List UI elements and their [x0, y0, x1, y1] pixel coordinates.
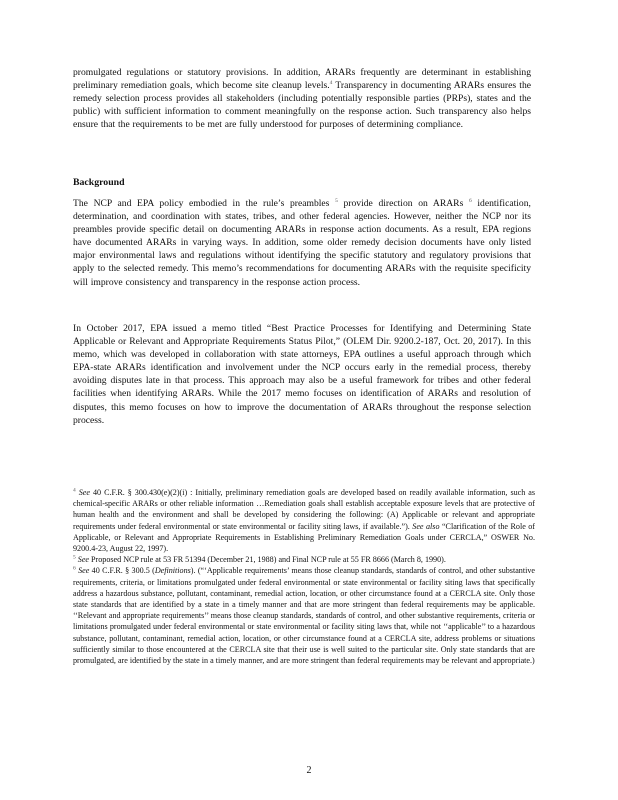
- page-number: 2: [306, 765, 312, 776]
- october-paragraph: In October 2017, EPA issued a memo titled “Best Practice Processes for Identifying and Determining State Applicable or Relevant and Appropriate Requirements Status Pilot,” (OLEM Dir. 9200.2-187, Oct. 20, 2017). In this memo, which was developed in collaboration with state attorneys, EPA outlines a useful approach through which EPA-state ARARs identification and involvement under the NCP occurs early in the remedial process, thereby avoiding disputes late in that process. This approach may also be a useful framework for tribes and other federal facilities when identifying ARARs. While the 2017 memo focuses on identification of ARARs and resolution of disputes, this memo focuses on how to improve the documentation of ARARs throughout the response selection process.: [73, 323, 531, 426]
- footnote-ref-6: 6: [468, 197, 472, 204]
- footnote-citation-2: “Clarification of the Role of Applicable, or Relevant and Appropriate Requirements in Establishing Preliminary Remediation Goals under CERCLA,” OSWER No. 9200.4-23, August 22, 1997).: [73, 521, 535, 554]
- background-text-c: identification, determination, and coordination with states, tribes, and other federal agencies. However, neither the NCP nor its preambles provide specific detail on documenting ARARs in response action documents. As a result, EPA regions have documented ARARs in varying ways. In addition, some older remedy decision documents have only listed major environmental laws and regulations without identifying the specific statutory and regulatory provisions that apply to the selected remedy. This memo’s recommendations for documenting ARARs with the requisite specificity will improve consistency and transparency in the response action process.: [73, 198, 531, 288]
- intro-paragraph: [73, 66, 531, 131]
- footnote-citation-pre: 40 C.F.R. § 300.5 (: [91, 566, 155, 576]
- background-text-a: The NCP and EPA policy embodied in the rule’s preambles: [73, 198, 330, 209]
- footnote-ref-5: 5: [335, 197, 338, 204]
- footnote-signal: See: [78, 488, 90, 497]
- footnote-citation: Proposed NCP rule at 53 FR 51394 (December 21, 1988) and Final NCP rule at 55 FR 8666 (March 8, 1990).: [91, 555, 446, 565]
- footnote-4: [73, 487, 535, 554]
- footnote-number: 6: [73, 565, 76, 572]
- footnote-citation: 40 C.F.R. § 300.430(e)(2)(i) : Initially, preliminary remediation goals are developed based on readily available information, such as chemical-specific ARARs or other reliable information …Remediation goals shall establish acceptable exposure levels that are protective of human health and the environment and shall be developed by considering the following: (A) Applicable or relevant and appropriate requirements under federal environmental or state environmental or facility siting laws, if available.”).: [73, 488, 536, 531]
- intro-continuation: Transparency in documenting ARARs ensures the remedy selection process provides all stakeholders (including potentially responsible parties (PRPs), states and the public) with sufficient information to comment meaningfully on the response action. Such transparency also helps ensure that the requirements to be met are fully understood for purposes of determining compliance.: [73, 80, 531, 131]
- footnote-signal: See: [78, 566, 90, 576]
- background-paragraph: [73, 197, 531, 289]
- footnote-5: [73, 554, 535, 565]
- background-heading: Background: [73, 177, 125, 188]
- footnote-signal-see-also: See also: [412, 521, 440, 531]
- footnote-ref-4: 4: [329, 79, 333, 86]
- footnotes: [73, 487, 535, 666]
- footnote-citation: ). (“‘Applicable requirements’ means those cleanup standards, standards of control, and other substantive requirements, criteria, or limitations promulgated under federal environmental or state environmental or facility siting laws that specifically address a hazardous substance, pollutant, contaminant, remedial action, location, or other circumstance found at a CERCLA site. Only those state standards that are identified by a state in a timely manner and that are more stringent than federal requirements may be applicable. ‘‘Relevant and appropriate requirements’’ means those cleanup standards, standards of control, and other substantive requirements, criteria or limitations promulgated under federal environmental or state environmental or facility siting laws that, while not ‘‘applicable’’ to a hazardous substance, pollutant, contaminant, remedial action, location, or other circumstance found at a CERCLA site, address problems or situations sufficiently similar to those encountered at the CERCLA site that their use is well suited to the particular site. Only state standards that are promulgated, are identified by the state in a timely manner, and are more stringent than federal requirements may be relevant and appropriate.): [73, 566, 535, 666]
- footnote-6: [73, 565, 535, 666]
- footnote-number: 5: [73, 554, 76, 561]
- footnote-number: 4: [73, 487, 76, 494]
- footnote-definitions: Definitions: [154, 566, 191, 576]
- background-text-b: provide direction on ARARs: [343, 198, 464, 209]
- intro-text: promulgated regulations or statutory provisions. In addition, ARARs frequently are determinant in establishing preliminary remediation goals, which become site cleanup levels.: [73, 67, 531, 92]
- footnote-signal: See: [77, 555, 90, 565]
